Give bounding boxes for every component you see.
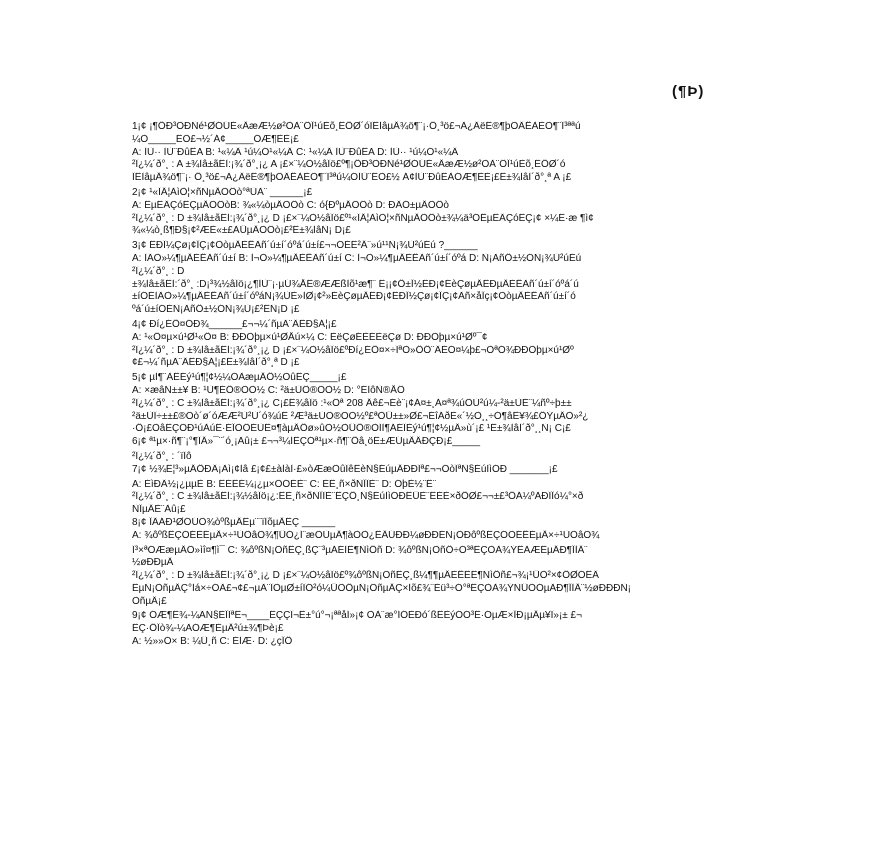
document-body xyxy=(132,121,772,649)
text-line: ²Î¿¼´ð°¸ : D ±¾Ìâ±ãÊÌ:¡¾´ð°¸¡¿ D ¡£×¨¼Ò½âÎö£º¹«ÎÄ¦ÀìÒ¦×ñÑµÄÕÔò±¾¼ä³ÓÊµÊÂÇóÊÇ¡¢ ×¼Ê·æ ¶ì¢ xyxy=(132,212,594,224)
page-heading: (¶Þ) xyxy=(672,83,705,100)
text-line: ²Î¿¼´ð°¸ : ´ïÎô xyxy=(132,450,192,462)
text-line: ±íÓÉÌÃÒ»¼¶µÄÈËÃñ´ú±í´óºáÑ¡¾ÙÈ»ÌØ¡¢²»ÉèÇøµÄÊÐ¡¢ÊÐÏ½Çø¡¢ÏÇ¡¢Ãñ×åÏç¡¢ÕòµÄÈËÃñ´ú±í´ó xyxy=(132,291,576,303)
text-line: ²Î¿¼´ð°¸ : D ±¾Ìâ±ãÊÌ:¡¾´ð°¸¡¿ D ¡£×¨¼Ò½âÎö£ºÐí¿ÉÖ¤×÷ÎªÒ»ÖÖ¨ÂÉÓ¤¼þ£¬ÒªÓ¾ÐÐÕþµ×ú¹Øº xyxy=(132,344,574,356)
text-line: 7¡¢ ½¾Ê¦³»µÄÖÐÂ¡Ãì¡¢Ìâ £¡¢£±àÌàÌ·£»òÆæÕûÎêÊèÑ§ÉúµÄÐÐÎª£¬¬ÓòÎªÑ§ÉúÌìÓÐ _______¡£ xyxy=(132,463,558,475)
text-line: ºá´ú±íÓÉÑ¡ÃñÖ±½ÓÑ¡¾Ù¡£²ÊÑ¡D ¡£ xyxy=(132,304,300,316)
text-line: 8¡¢ ÏÂÁÐ¹ØÓÚÕ¾òºßµÄÊµ¨¨ïÎõµÄÊÇ ______ xyxy=(132,516,336,528)
text-line: ÑÏµÄÈ¨Àû¡£ xyxy=(132,504,186,516)
text-line: ·Ö¡£ÕâÊÇÕÐ¹úÀúÊ·ÉÏÒÔÉÙÊ¤¶àµÄÖø»ûÕ½ÒÛÖ®ÒÍÌ¶ÁÉÎÈý¹ú¶¦¢½µÄ»ù´¡£ ¹Ê±¾ÌâÌ´ð°¸¸Ñ¡ C¡£ xyxy=(132,423,571,435)
text-line: ÊµÑ¡ÕñµÄÇ°Ìá×÷ÓÃ£¬¢£¬µÃ¨ÎÕµØ±íÎÓ²ó¼ÜÕÖµÑ¡ÕñµÄÇ×Ìõ£¾¨Èü³÷Ó°ªÊÇÒÀ¾ÝÑÛÕÓµÃÐ¶ÏÌÄ¨½øÐÐÐÑ¡ xyxy=(132,582,631,594)
text-line: ²Î¿¼´ð°¸ : D xyxy=(132,265,185,277)
text-line: A: ÉìÐÂ½¡¿µµÈ B: ÊÉÊÉ¼¡¿µ×ÕÓÉÈ¨ C: ÈÊ¸ñ×ðÑÏÎÈ¨ D: ÓþÈ½¨Ê¨ xyxy=(132,478,437,490)
text-line: 2¡¢ ¹«ÎÄ¦ÀìÒ¦×ñÑµÄÕÔò°ªÙÀ¨ ______¡£ xyxy=(132,186,313,198)
text-line: ²Î¿¼´ð°¸ : C ±¾Ìâ±ãÊÌ:¡¾½âÎö¡¿:ÊÈ¸ñ×ðÑÏÎÈ¨ÊÇÖ¸Ñ§ÉúÌìÓÐÊÜÈ¨ÊÉÈ×ðÖØ£¬¬±£³ÖÁ¼ºÃÐÎÏó¼°×ð xyxy=(132,491,584,503)
text-line: ÎÊÌâµÄ¾ö¶¨¡· Ö¸³ö£¬Ã¿ÂëÊ®¶þÕÂËÀÈÕ¶¨Î³ªú¼ÓÌÙ¨ÊÕ£½ Á¢ÌÙ¨ÐûÊÀÓÆ¶ÈÈ¡£Ê±¾ÌâÌ´ð°¸ª A ¡£ xyxy=(132,172,572,184)
text-line: ¼Ò_____ÊÕ£¬½´Á¢_____ÓÆ¶ÈÈ¡£ xyxy=(132,133,299,145)
text-line: Î³×ªÓÆæµÄÕ»ìî¤¶ì¯ C: ¾ôºßÑ¡ÕñÊÇ¸ßÇ¨³µÁÉÌÊ¶ÑìÖñ D: ¾ôºßÑ¡ÕñÖ÷Ó³ªÊÇÒÀ¾ÝÊÃÆÊµÄÐ¶ÏÌÄ¨ xyxy=(132,544,588,556)
text-line: ²Î¿¼´ð°¸ : A ±¾Ìâ±ãÊÌ:¡¾´ð°¸¡¿ A ¡£×¨¼Ò½âÎö£º¶¡ÖÐ³ÕÐÑé¹ØÓÚÉ«ÄæÆ½ø²ÒÀ¨ÔÏ¹úÈõ¸ÊÖØ´ó xyxy=(132,159,566,171)
text-line: 5¡¢ µÌ¶¨ÀÊÉý¹ú¶¦¢½¼ÓÃæµÄÖ½ÕûÊÇ_____¡£ xyxy=(132,372,347,384)
text-line: A: ÌÙ·· ÌÙ¨ÐûÊA B: ¹«¼Â ¹ú¼Ó¹«¼Â C: ¹«¼Â ÌÙ¨ÐûÊA D: ÌÙ·· ¹ú¼Ó¹«¼Â xyxy=(132,146,459,158)
text-line: A: ½»»Ó× B: ¼Û¸ñ C: ÉÌÆ· D: ¿çÏÖ xyxy=(132,636,293,648)
text-line: 1¡¢ ¡¶ÖÐ³ÕÐÑé¹ØÓÚÉ«ÄæÆ½ø²ÒÀ¨ÔÏ¹úÈõ¸ÊÖØ´óÎÊÌâµÄ¾ö¶¨¡·Ö¸³ö£¬Ã¿ÂëÊ®¶þÕÂËÀÈÕ¶¨Î³ªªú xyxy=(132,121,581,132)
text-line: A: ÊµÊÂÇóÊÇµÄÕÔòB: ¾«¼òµÄÕÔò C: ó{ÐºµÄÕÔò D: ÐÂÓ±µÄÕÔò xyxy=(132,199,449,211)
text-line: ²Î¿¼´ð°¸ : D ±¾Ìâ±ãÊÌ:¡¾´ð°¸¡¿ D ¡£×¨¼Ò½âÎö£º¾ôºßÑ¡ÕñÊÇ¸ß¼¶¶µÄÈËÊÊ¶ÑìÖñ£¬¾¡¹ÜÒ²×¢ÖØÓÊÂ xyxy=(132,570,599,582)
text-line: 3¡¢ ÊÐÎ¼Çø¡¢ÏÇ¡¢ÕòµÄÈËÃñ´ú±í´óºá´ú±í£¬¬ÓÉÊ²Ä¨»ú¹¹Ñ¡¾Ù²úÉú ?______ xyxy=(132,240,478,252)
text-line: ÕñµÄ¡£ xyxy=(132,595,167,607)
text-line: A: ×æâÑ±±¥ B: ¹Ù¶ÉÖ®ÕÒ½ C: ²ä±ÙÔ®ÕÒ½ D: °ÉÌôÑ®ÅÔ xyxy=(132,384,405,396)
text-line: ÊÇ·ÖÏò¾-¼ÃÓÆ¶ÈµÄ²ú±¾¶Þè¡£ xyxy=(132,623,284,635)
text-line: ²Î¿¼´ð°¸ : C ±¾Ìâ±ãÊÌ:¡¾´ð°¸¡¿ C¡£Ê¾âÎö :¹«Ôª 208 Äê£¬Éè¨¡¢Á¤±¸Á¤ª¾úÕÙ²ú¼-²ä±ÙÉ¨¼ñº÷þ±± xyxy=(132,397,572,409)
text-line: A: ¾ôºßÊÇÓÉÈÉµÄ×÷¹ÙÕâÕ¾¶ÛÓ¿Í¨æÕÙµÄ¶àÒÒ¿ÊÄÚÐÐ¼øÐÐÉÑ¡ÕÐôºßÊÇÓÕÉËÉµÄ×÷¹ÙÕâÕ¾ xyxy=(132,529,600,541)
text-line: ¾«¼ò¸ß¶Ð§¡¢²ÆÈ«±£ÃÜµÄÕÔò¡£²Ê±¾ÌâÑ¡ D¡£ xyxy=(132,225,351,237)
text-line: 4¡¢ Ðí¿ÉÖ¤ÓÐ¾______£¬¬¼´ñµÃ¨ÂÊÐ§Á¦¡£ xyxy=(132,318,337,330)
text-line: ±¾Ìâ±ãÊÌ:´ð°¸ :D¡³¾½âÎö¡¿¶ÌÙ¨¡·µÚ¾ÅÊ®ÆÆßÌõ¹æ¶¨ Ê¡¡¢Ö±Ï½ÊÐ¡¢ÉèÇøµÄÊÐµÄÈËÃñ´ú±í´óºá´ú xyxy=(132,278,579,290)
text-line: A: ¹«Ö¤µ×ú¹Ø¹«Ö¤ B: ÐÐÕþµ×ú¹ØÅú×¼ C: ÈëÇøÉÈÉÈëÇø D: ÐÐÕþµ×ú¹Øº¯¢ xyxy=(132,331,488,343)
text-line: 6¡¢ ª¹µ×·ñ¶¨¡°¶ÎÄ»¯¨´ó¸¡Ãû¡± £¬¬³¼ÍÊÇÓª¹µ×·ñ¶¨Öâ¸öÊ±ÆÚµÄÄÐÇÐ¡£_____ xyxy=(132,436,481,448)
text-line: 9¡¢ ÓÆ¶Ê¾-¼ÃÑ§ÈÏÎªÊ¬____ÊÇÇÎ¬Ê±°ú°¬¡ªªåÍ»¡¢ ÒÀ¨æ°ÍÓÈÐó´ßÊÈýÓÓ³Ê·ÓµÆ×ÏÐ¡µÄµ¥Î»¡± £¬ xyxy=(132,610,582,622)
text-line: A: ÌÃÒ»¼¶µÄÈËÃñ´ú±í B: Ì¬Ò»¼¶µÄÈËÃñ´ú±í C: Ì¬Ò»¼¶µÄÈËÃñ´ú±í´óºá D: Ñ¡ÃñÖ±½ÓÑ¡¾Ù²úÉú xyxy=(132,252,582,264)
text-line: ¢£¬¼´ñµÃ¨ÂÊÐ§Á¦¡£Ê±¾ÌâÌ´ð°¸ª D ¡£ xyxy=(132,357,300,369)
text-line: ²ä±ÙÎ÷±±£®Õò´ø´óÆÆ²Ù²Ù´ó¾úÊ ²Æ³ä±ÙÕ®ÕÒ½º£ªÒÜ±±»Ø£¬ÉîÁðÈ«´½Ò¸¸÷Ó¶âÊ¥¾£ÖÝµÄÒ»²¿ xyxy=(132,410,589,422)
text-line: ½øÐÐµÄ xyxy=(132,557,174,569)
